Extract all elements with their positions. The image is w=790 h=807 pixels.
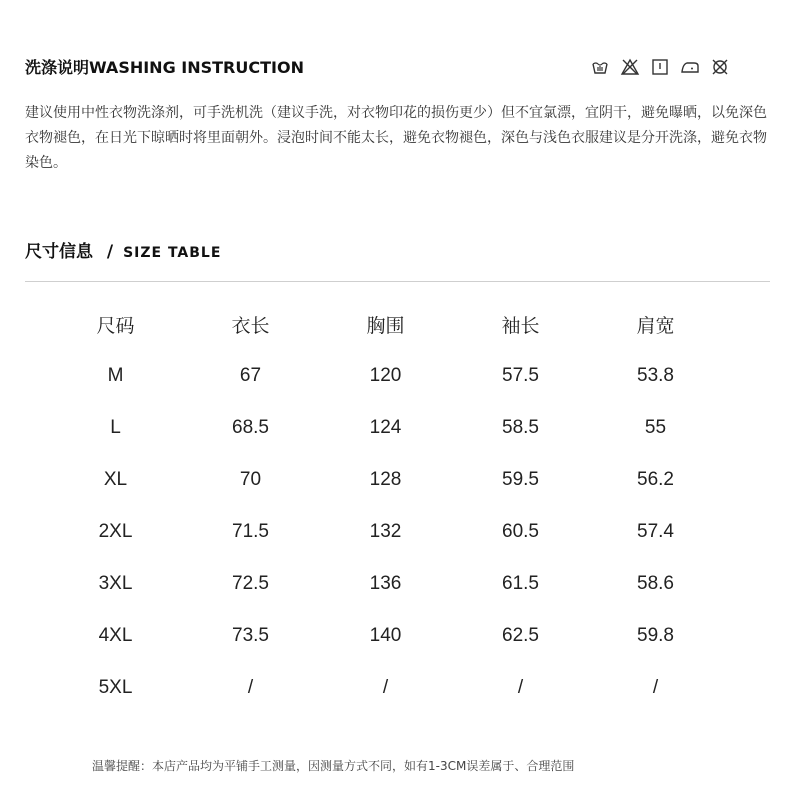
cell-length: 67 xyxy=(239,365,262,386)
cell-sleeve: 57.5 xyxy=(502,365,539,386)
tumble-dry-icon xyxy=(650,57,670,77)
cell-sleeve: 58.5 xyxy=(502,417,539,438)
cell-size: 5XL xyxy=(98,677,133,698)
size-title-cn: 尺寸信息 xyxy=(25,242,93,262)
cell-length: 71.5 xyxy=(232,521,269,542)
cell-shoulder: 57.4 xyxy=(637,521,674,542)
cell-length: 70 xyxy=(239,469,262,490)
table-row xyxy=(48,506,723,558)
cell-chest: 128 xyxy=(369,469,402,490)
no-bleach-icon xyxy=(620,57,640,77)
cell-sleeve: 60.5 xyxy=(502,521,539,542)
header-length: 衣长 xyxy=(231,314,270,337)
cell-sleeve: / xyxy=(517,677,524,698)
washing-description: 建议使用中性衣物洗涤剂，可手洗机洗（建议手洗，对衣物印花的损伤更少）但不宜氯漂，宜阴干，避免曝晒，以免深色衣物褪色，在日光下晾晒时将里面朝外。浸泡时间不能太长，避免衣物褪色，深色与浅色衣服建议是分开洗涤，避免衣物染色。 xyxy=(25,105,767,171)
cell-size: 3XL xyxy=(98,573,133,594)
iron-icon xyxy=(680,57,700,77)
cell-chest: 124 xyxy=(369,417,402,438)
table-header-row xyxy=(48,298,723,350)
table-row xyxy=(48,402,723,454)
size-title-en: SIZE TABLE xyxy=(123,245,222,261)
table-row xyxy=(48,454,723,506)
cell-chest: 136 xyxy=(369,573,402,594)
header-size: 尺码 xyxy=(96,314,135,337)
cell-size: L xyxy=(110,417,121,438)
cell-sleeve: 61.5 xyxy=(502,573,539,594)
cell-size: 4XL xyxy=(98,625,133,646)
cell-shoulder: 56.2 xyxy=(637,469,674,490)
care-icons xyxy=(590,57,730,77)
table-row xyxy=(48,662,723,714)
cell-chest: 132 xyxy=(369,521,402,542)
cell-shoulder: 53.8 xyxy=(637,365,674,386)
section-divider xyxy=(25,281,770,282)
header-shoulder: 肩宽 xyxy=(636,314,675,337)
size-title-separator: / xyxy=(106,242,114,262)
cell-sleeve: 62.5 xyxy=(502,625,539,646)
cell-shoulder: 58.6 xyxy=(637,573,674,594)
header-chest: 胸围 xyxy=(366,314,405,337)
cell-chest: / xyxy=(382,677,389,698)
washing-title: 洗涤说明WASHING INSTRUCTION xyxy=(25,58,304,77)
cell-chest: 120 xyxy=(369,365,402,386)
cell-shoulder: 55 xyxy=(644,417,667,438)
cell-size: 2XL xyxy=(98,521,133,542)
hand-wash-icon xyxy=(590,57,610,77)
cell-length: / xyxy=(247,677,254,698)
cell-chest: 140 xyxy=(369,625,402,646)
cell-size: M xyxy=(107,365,124,386)
cell-shoulder: 59.8 xyxy=(637,625,674,646)
table-row xyxy=(48,350,723,402)
no-dry-clean-icon xyxy=(710,57,730,77)
size-table xyxy=(48,298,723,714)
measurement-note: 温馨提醒：本店产品均为平铺手工测量，因测量方式不同，如有1-3CM误差属于、合理范围 xyxy=(92,759,575,773)
cell-length: 72.5 xyxy=(232,573,269,594)
size-table-title xyxy=(25,237,221,262)
table-row xyxy=(48,558,723,610)
table-row xyxy=(48,610,723,662)
cell-size: XL xyxy=(103,469,128,490)
cell-length: 73.5 xyxy=(232,625,269,646)
cell-shoulder: / xyxy=(652,677,659,698)
cell-length: 68.5 xyxy=(232,417,269,438)
cell-sleeve: 59.5 xyxy=(502,469,539,490)
header-sleeve: 袖长 xyxy=(501,314,540,337)
